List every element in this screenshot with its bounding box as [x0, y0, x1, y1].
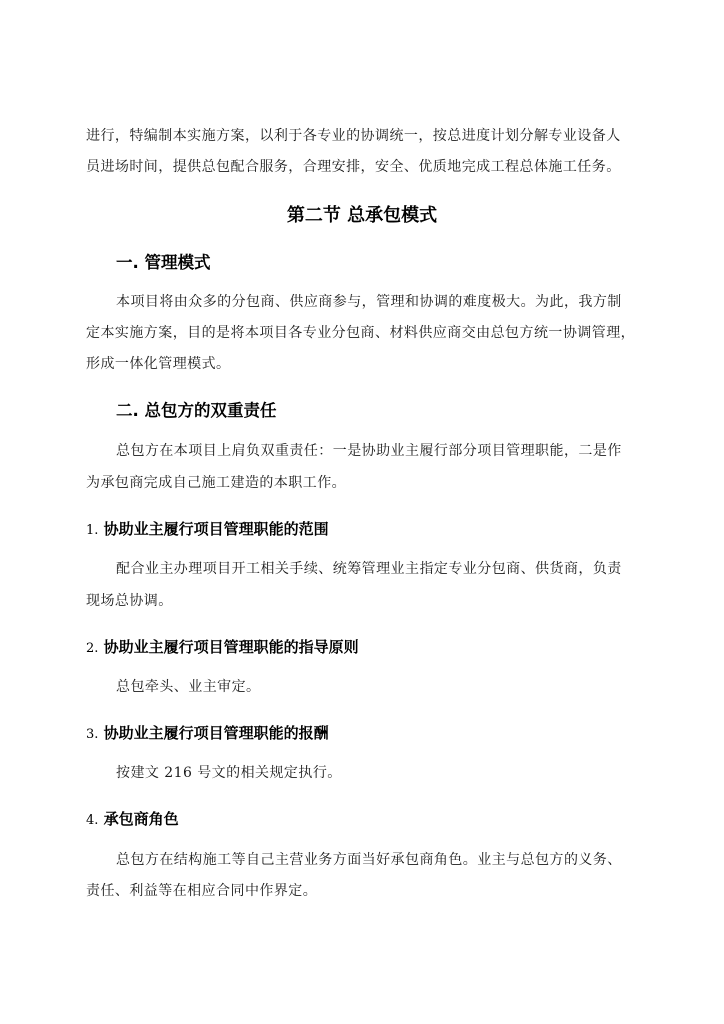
item4-heading [86, 809, 179, 831]
item1-line-2: 现场总协调。 [86, 593, 173, 609]
item4-title: 承包商角色 [103, 810, 179, 828]
item2-title: 协助业主履行项目管理职能的指导原则 [103, 638, 359, 656]
part2-title: 总包方的双重责任 [144, 401, 277, 420]
item3-line-1: 按建文 216 号文的相关规定执行。 [116, 765, 342, 781]
part1-line-1: 本项目将由众多的分包商、供应商参与，管理和协调的难度极大。为此，我方制 [116, 294, 622, 310]
item4-line-1: 总包方在结构施工等自己主营业务方面当好承包商角色。业主与总包方的义务、 [116, 852, 622, 868]
item3-heading [86, 723, 329, 745]
item1-number: 1. [86, 523, 99, 538]
part1-number: 一. [116, 253, 139, 272]
item3-title: 协助业主履行项目管理职能的报酬 [103, 724, 329, 742]
part2-number: 二. [116, 401, 139, 420]
item2-heading [86, 637, 359, 659]
part2-line-1: 总包方在本项目上肩负双重责任：一是协助业主履行部分项目管理职能，二是作 [116, 443, 622, 459]
item1-title: 协助业主履行项目管理职能的范围 [103, 520, 329, 538]
section-title: 第二节 总承包模式 [286, 205, 438, 226]
item2-number: 2. [86, 641, 99, 656]
part2-line-2: 为承包商完成自己施工建造的本职工作。 [86, 475, 347, 491]
part1-heading [116, 252, 211, 274]
item4-line-2: 责任、利益等在相应合同中作界定。 [86, 883, 318, 899]
item2-line-1: 总包牵头、业主审定。 [116, 679, 261, 695]
item3-number: 3. [86, 727, 99, 742]
part1-line-3: 形成一体化管理模式。 [86, 356, 231, 372]
item4-number: 4. [86, 813, 99, 828]
intro-line-2: 员进场时间，提供总包配合服务，合理安排，安全、优质地完成工程总体施工任务。 [86, 159, 621, 175]
item1-heading [86, 519, 329, 541]
part2-heading [116, 400, 277, 422]
part1-title: 管理模式 [144, 253, 211, 272]
item1-line-1: 配合业主办理项目开工相关手续、统筹管理业主指定专业分包商、供货商，负责 [116, 561, 622, 577]
intro-line-1: 进行，特编制本实施方案，以利于各专业的协调统一，按总进度计划分解专业设备人 [86, 128, 621, 144]
part1-line-2: 定本实施方案，目的是将本项目各专业分包商、材料供应商交由总包方统一协调管理， [86, 325, 636, 341]
